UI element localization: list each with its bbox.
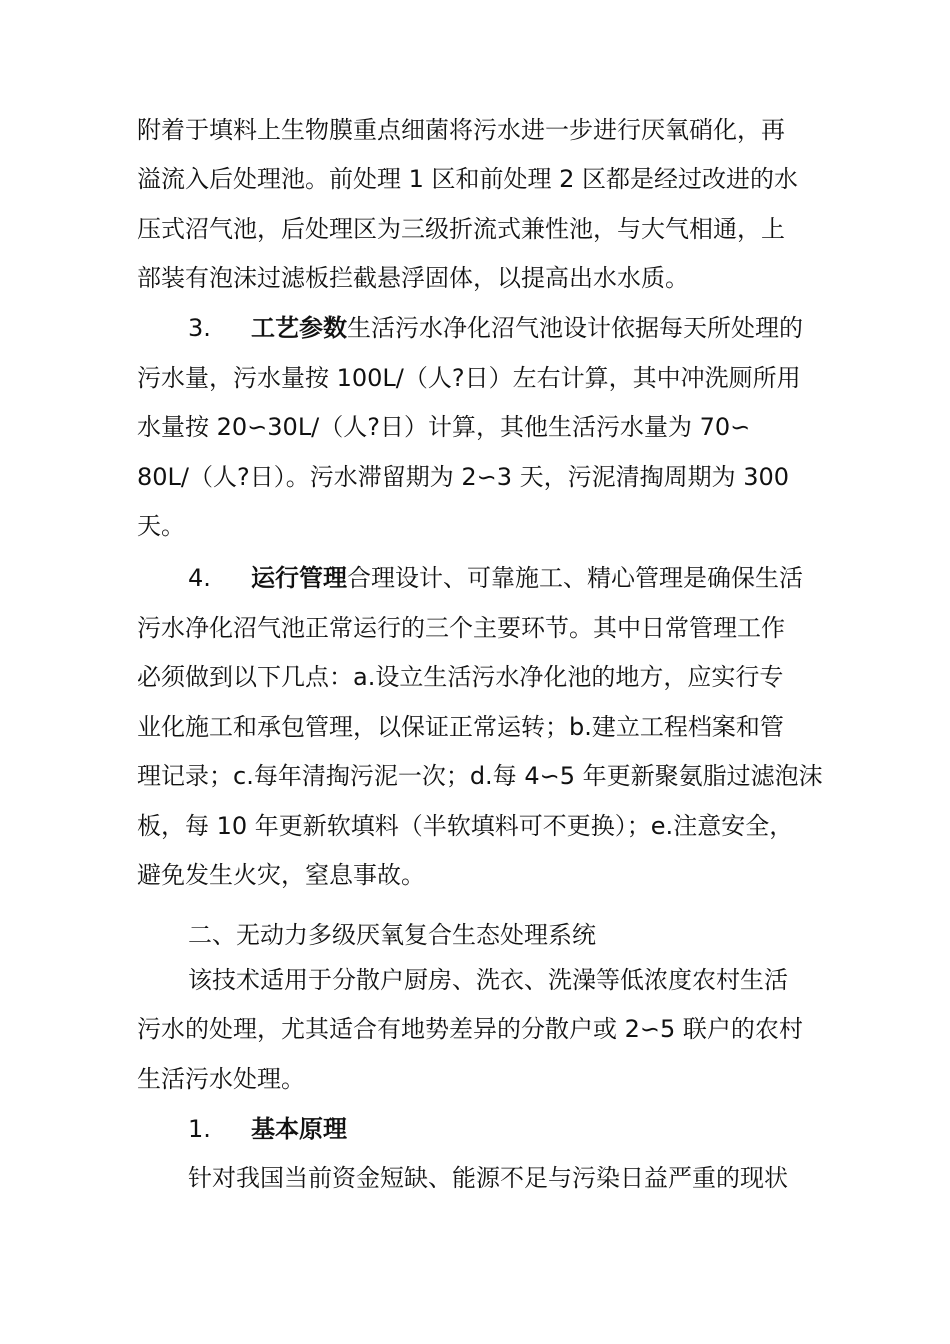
- paragraph-line: 避免发生火灾，窒息事故。: [137, 861, 425, 889]
- list-item-4: [188, 563, 803, 593]
- paragraph-line: 业化施工和承包管理，以保证正常运转；b.建立工程档案和管: [137, 713, 784, 741]
- list-number: 1.: [188, 1115, 211, 1143]
- item-text: 合理设计、可靠施工、精心管理是确保生活: [347, 564, 803, 592]
- paragraph-line: 该技术适用于分散户厨房、洗衣、洗澡等低浓度农村生活: [188, 966, 788, 994]
- paragraph-line: 污水的处理，尤其适合有地势差异的分散户或 2∽5 联户的农村: [137, 1015, 803, 1043]
- item-heading: 运行管理: [251, 564, 347, 592]
- paragraph-line: 80L/（人?日）。污水滞留期为 2∽3 天，污泥清掏周期为 300: [137, 463, 790, 491]
- list-number: 4.: [188, 564, 211, 592]
- paragraph-line: 板，每 10 年更新软填料（半软填料可不更换）；e.注意安全，: [137, 812, 794, 840]
- paragraph-line: 天。: [137, 512, 185, 540]
- paragraph-line: 理记录；c.每年清掏污泥一次；d.每 4∽5 年更新聚氨脂过滤泡沫: [137, 762, 823, 790]
- section-title: 二、无动力多级厌氧复合生态处理系统: [188, 921, 596, 949]
- paragraph-line: 部装有泡沫过滤板拦截悬浮固体，以提高出水水质。: [137, 264, 689, 292]
- list-number: 3.: [188, 314, 211, 342]
- item-text: 生活污水净化沼气池设计依据每天所处理的: [347, 314, 803, 342]
- paragraph-line: 污水量，污水量按 100L/（人?日）左右计算，其中冲洗厕所用: [137, 364, 801, 392]
- paragraph-line: 生活污水处理。: [137, 1065, 305, 1093]
- list-item-1: [188, 1114, 347, 1144]
- paragraph-line: 必须做到以下几点：a.设立生活污水净化池的地方，应实行专: [137, 663, 784, 691]
- list-item-3: [188, 313, 803, 343]
- paragraph-line: 附着于填料上生物膜重点细菌将污水进一步进行厌氧硝化，再: [137, 116, 785, 144]
- paragraph-line: 压式沼气池，后处理区为三级折流式兼性池，与大气相通，上: [137, 215, 785, 243]
- paragraph-line: 针对我国当前资金短缺、能源不足与污染日益严重的现状: [188, 1164, 788, 1192]
- item-heading: 基本原理: [251, 1115, 347, 1143]
- paragraph-line: 溢流入后处理池。前处理 1 区和前处理 2 区都是经过改进的水: [137, 165, 799, 193]
- item-heading: 工艺参数: [251, 314, 347, 342]
- paragraph-line: 污水净化沼气池正常运行的三个主要环节。其中日常管理工作: [137, 614, 785, 642]
- paragraph-line: 水量按 20∽30L/（人?日）计算，其他生活污水量为 70∽: [137, 413, 751, 441]
